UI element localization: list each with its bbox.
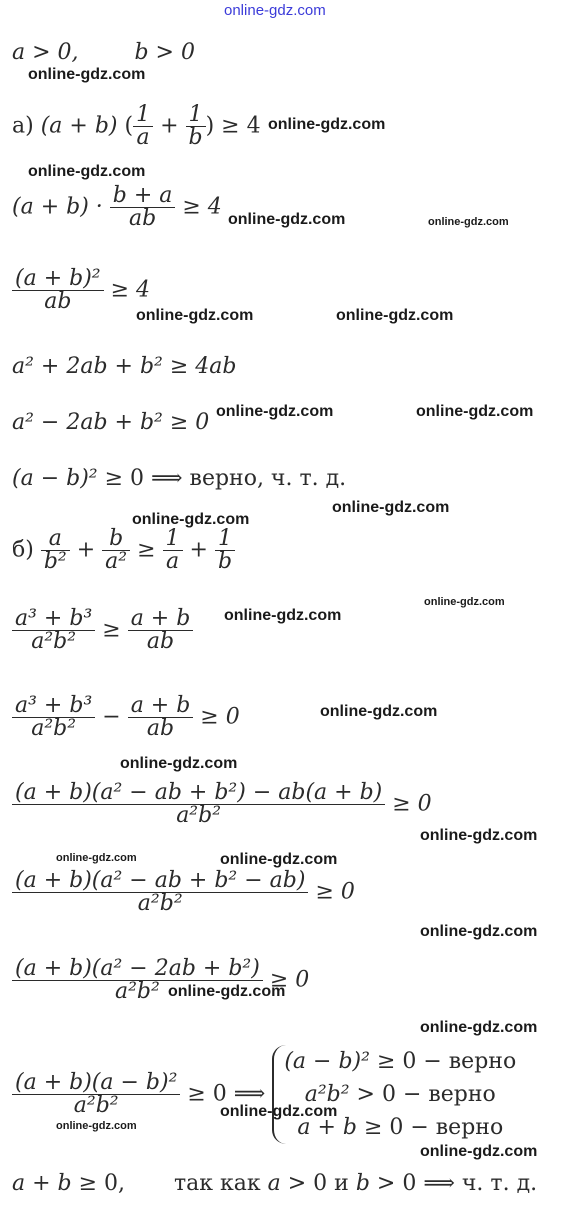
step-b-2: $\frac{\text{a³ + b³}}{\text{a²b²}}$ − $\frac{a + b}{ab}$ ≥ 0 [12,695,240,740]
step-b-6: $\frac{\text{(a + b)(a − b)²}}{\text{a²b²}}$ ≥ 0 ⟹ (a − b)² ≥ 0 − верно a²b² > 0 − верно a + b ≥ 0 − верно [12,1045,516,1144]
condition-system: (a − b)² ≥ 0 − верно a²b² > 0 − верно a + b ≥ 0 − верно [272,1045,516,1144]
watermark: online-gdz.com [336,307,454,324]
watermark: online-gdz.com [420,923,538,940]
watermark: online-gdz.com [228,211,346,228]
step-a-1: (a + b) · $\frac{b + a}{ab}$ ≥ 4 [12,183,222,231]
watermark: online-gdz.com [120,755,238,772]
watermark: online-gdz.com [420,1143,538,1160]
part-b-statement: б) $\frac{a}{\text{b²}}$ + $\frac{b}{\text{a²}}$ ≥ $\frac{1}{a}$ + $\frac{1}{b}$ [12,528,235,573]
watermark: online-gdz.com [224,607,342,624]
watermark: online-gdz.com [28,163,146,180]
watermark: online-gdz.com [320,703,438,720]
watermark: online-gdz.com [416,403,534,420]
watermark: online-gdz.com [420,827,538,844]
watermark: online-gdz.com [56,1120,137,1132]
site-header-link[interactable]: online-gdz.com [224,2,326,19]
step-a-4: a² − 2ab + b² ≥ 0 [12,410,210,435]
watermark: online-gdz.com [268,116,386,133]
watermark: online-gdz.com [428,216,509,228]
watermark: online-gdz.com [420,1019,538,1036]
watermark: online-gdz.com [220,851,338,868]
condition-line: a > 0, b > 0 [12,40,195,65]
step-b-3: $\frac{\text{(a + b)(a² − ab + b²) − ab(a + b)}}{\text{a²b²}}$ ≥ 0 [12,782,432,827]
step-a-2: $\frac{\text{(a + b)²}}{ab}$ ≥ 4 [12,268,150,313]
final-conclusion: a + b ≥ 0, так как a > 0 и b > 0 ⟹ ч. т. д. [12,1171,538,1196]
watermark: online-gdz.com [56,852,137,864]
watermark: online-gdz.com [136,307,254,324]
watermark: online-gdz.com [220,1103,338,1120]
watermark: online-gdz.com [28,66,146,83]
step-b-5: $\frac{\text{(a + b)(a² − 2ab + b²)}}{\text{a²b²}}$ ≥ 0 [12,958,309,1003]
watermark: online-gdz.com [132,511,250,528]
watermark: online-gdz.com [216,403,334,420]
watermark: online-gdz.com [332,499,450,516]
watermark: online-gdz.com [424,596,505,608]
step-a-3: a² + 2ab + b² ≥ 4ab [12,354,237,379]
part-a-statement: а) (a + b) ( $\frac{1}{a}$ + $\frac{1}{b}$ ) ≥ 4 [12,102,261,150]
watermark: online-gdz.com [168,983,286,1000]
step-b-4: $\frac{\text{(a + b)(a² − ab + b² − ab)}}{\text{a²b²}}$ ≥ 0 [12,870,355,915]
part-a-conclusion: (a − b)² ≥ 0 ⟹ верно, ч. т. д. [12,466,347,491]
step-b-1: $\frac{\text{a³ + b³}}{\text{a²b²}}$ ≥ $\frac{a + b}{ab}$ [12,608,193,653]
